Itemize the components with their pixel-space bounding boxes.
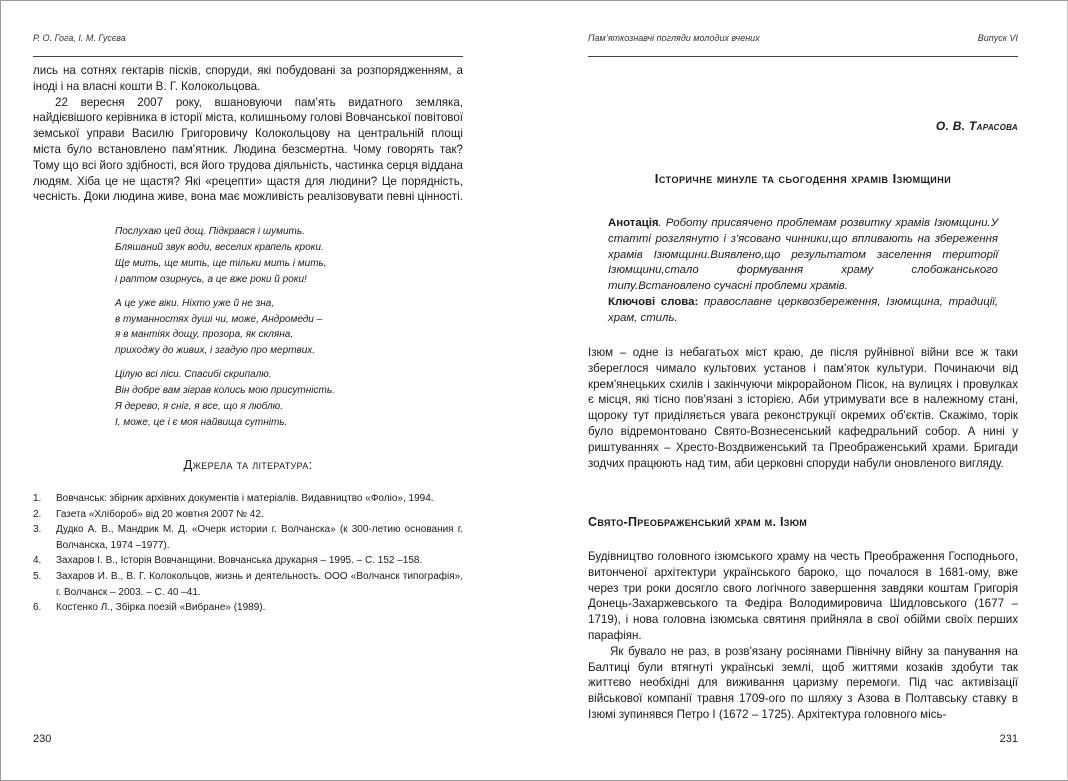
poem-stanza [115, 296, 435, 360]
section-text [588, 549, 1018, 723]
abstract-block [608, 216, 998, 327]
poem-line: Він добре вам зіграв колись мою присутність. [115, 385, 335, 397]
keywords [608, 295, 998, 327]
article-author: О. В. Тарасова [935, 119, 1018, 133]
running-head-authors: Р. О. Гога, І. М. Гусєва [33, 33, 126, 43]
abstract [608, 216, 998, 295]
reference-item: 5. Захаров И. В., В. Г. Колокольцов, жизнь и деятельность. ООО «Волчанск типографія», г. Волчанск – 2003. – С. 40 –41. [33, 570, 463, 598]
intro-text [588, 345, 1018, 471]
poem-line: приходжу до живих, і згадую про мертвих. [115, 345, 316, 357]
poem-line: Послухаю цей дощ. Підкрався і шумить. [115, 226, 305, 237]
poem-line: і раптом озирнусь, а це вже роки й роки! [115, 273, 307, 285]
reference-item: 2. Газета «Хлібороб» від 20 жовтня 2007 № 42. [33, 508, 264, 520]
running-head-journal: Пам’яткознавчі погляди молодих вчених [588, 33, 760, 43]
paragraph: Як бувало не раз, в розв'язану росіянами Північну війну за панування на Балтиці були втягнуті українські землі, щоб життями козаків здобути так життєво необхідні для виживання царизму перемоги. Під час активізації військової компанії травня 1709-ого по шляху з Азова в Полтавську ставку в Ізюмі зупинявся Петро І (1672 – 1725). Архітектура головного місь- [588, 644, 1018, 721]
poem-line: А це уже віки. Ніхто уже й не зна, [115, 297, 275, 309]
paragraph: Будівництво головного ізюмського храму на честь Преображення Господнього, витонченої архітектури українського бароко, що почалося в 1681-ому, вже через три роки досягло свого логічного завершення завдяки коштам Григорія Донець-Захаржевського та Федіра Володимировича Шидловського (1677 – 1719), і нова головна ізюмська святиня прийняла в свої обійми своїх перших парафіян. [588, 550, 1018, 642]
poem-line: І, може, це і є моя найвища сутніть. [115, 416, 288, 428]
header-rule [588, 56, 1018, 57]
reference-item: 3. Дудко А. В., Мандрик М. Д. «Очерк истории г. Волчанска» (к 300-летию основания г. Волчанска, 1974 –1977). [33, 524, 463, 551]
paragraph: лись на сотнях гектарів пісків, споруди, які побудовані за розпорядженням, а іноді і на власні кошти В. Г. Колокольцова. [33, 64, 463, 93]
poem-line: Бляшаний звук води, веселих крапель кроки. [115, 241, 324, 253]
poem-stanza [115, 224, 435, 288]
header-rule [33, 56, 463, 57]
poem-line: я в мантіях дощу, прозора, як скляна, [115, 329, 294, 341]
paragraph: 22 вересня 2007 року, вшановуючи пам’ять видатного земляка, найдієвішого керівника в історії міста, колишньому голові Вовчанської повітової земської управи Василю Григоровичу Колокольцову на центральній площі міста було встановлено пам’ятник. Людина безсмертна. Чому говорять так? Тому що всі його здібності, вся його трудова діяльність, частинка серця віддана людям. Хіба це не щастя? Які «рецепти» щастя для людини? Це порядність, чесність. Доки людина живе, вона має можливість реалізовувати певні цінності. [33, 95, 463, 204]
reference-item: 1. Вовчанськ: збірник архівних документів і матеріалів. Видавництво «Фоліо», 1994. [33, 493, 434, 504]
paragraph: Ізюм – одне із небагатьох міст краю, де після руйнівної війни все ж таки збереглося чимало культових установ і пам'яток культури. Починаючи від крем'янецьких схилів і закінчуючи мікрорайоном Пісок, на вулицях і провулках є місця, які тісно пов'язані з історією. Аби утримувати все в належному стані, щороку тут приділяється увага реконструкції окремих об'єктів. Скажімо, торік було відремонтовано Свято-Вознесенський кафедральний собор. А нині у риштуваннях – Хресто-Воздвиженський та Преображенський храми. Бригади зодчих працюють над тим, аби церковні споруди набули оновленого вигляду. [588, 346, 1018, 470]
running-head [588, 33, 1018, 43]
reference-item: 6. Костенко Л., Збірка поезій «Вибране» (1989). [33, 602, 266, 614]
poem-line: в туманностях душі чи, може, Андромеди – [115, 313, 323, 325]
abstract-text: . Роботу присвячено проблемам розвитку храмів Ізюмщини.У статті розглянуто і з'ясовано чинники,що впливають на збереження храмів Ізюмщини.Виявлено,що результатом заселення території Ізюмщини,стало формування храму слобожанського типу.Встановлено сучасні проблеми храмів. [608, 217, 998, 293]
article-title: Історичне минуле та сьогодення храмів Ізюмщини [654, 171, 952, 186]
poem-line: Я дерево, я сніг, я все, що я люблю. [115, 401, 283, 413]
references-list [33, 491, 463, 616]
reference-item: 4. Захаров І. В., Історія Вовчанщини. Вовчанська друкарня – 1995. – С. 152 –158. [33, 555, 423, 567]
page-number: 231 [999, 733, 1018, 745]
poem-line: Цілую всі ліси. Спасибі скрипалю. [115, 369, 272, 381]
keywords-text: православне церквозбереження, Ізюмщина, традиції, храм, стиль. [608, 295, 998, 324]
running-head-issue: Випуск VI [977, 33, 1018, 43]
section-heading: Свято-Преображенський храм м. Ізюм [588, 515, 808, 529]
keywords-label: Ключові слова: [608, 295, 699, 308]
abstract-label: Анотація [608, 217, 659, 229]
references-title: Джерела та література: [183, 457, 313, 472]
poem [115, 224, 435, 439]
right-page [588, 0, 1018, 781]
page-number: 230 [33, 733, 52, 745]
poem-line: Ще мить, ще мить, ще тільки мить і мить, [115, 257, 327, 269]
left-page [33, 0, 463, 781]
body-text [33, 63, 463, 205]
poem-stanza [115, 367, 435, 431]
